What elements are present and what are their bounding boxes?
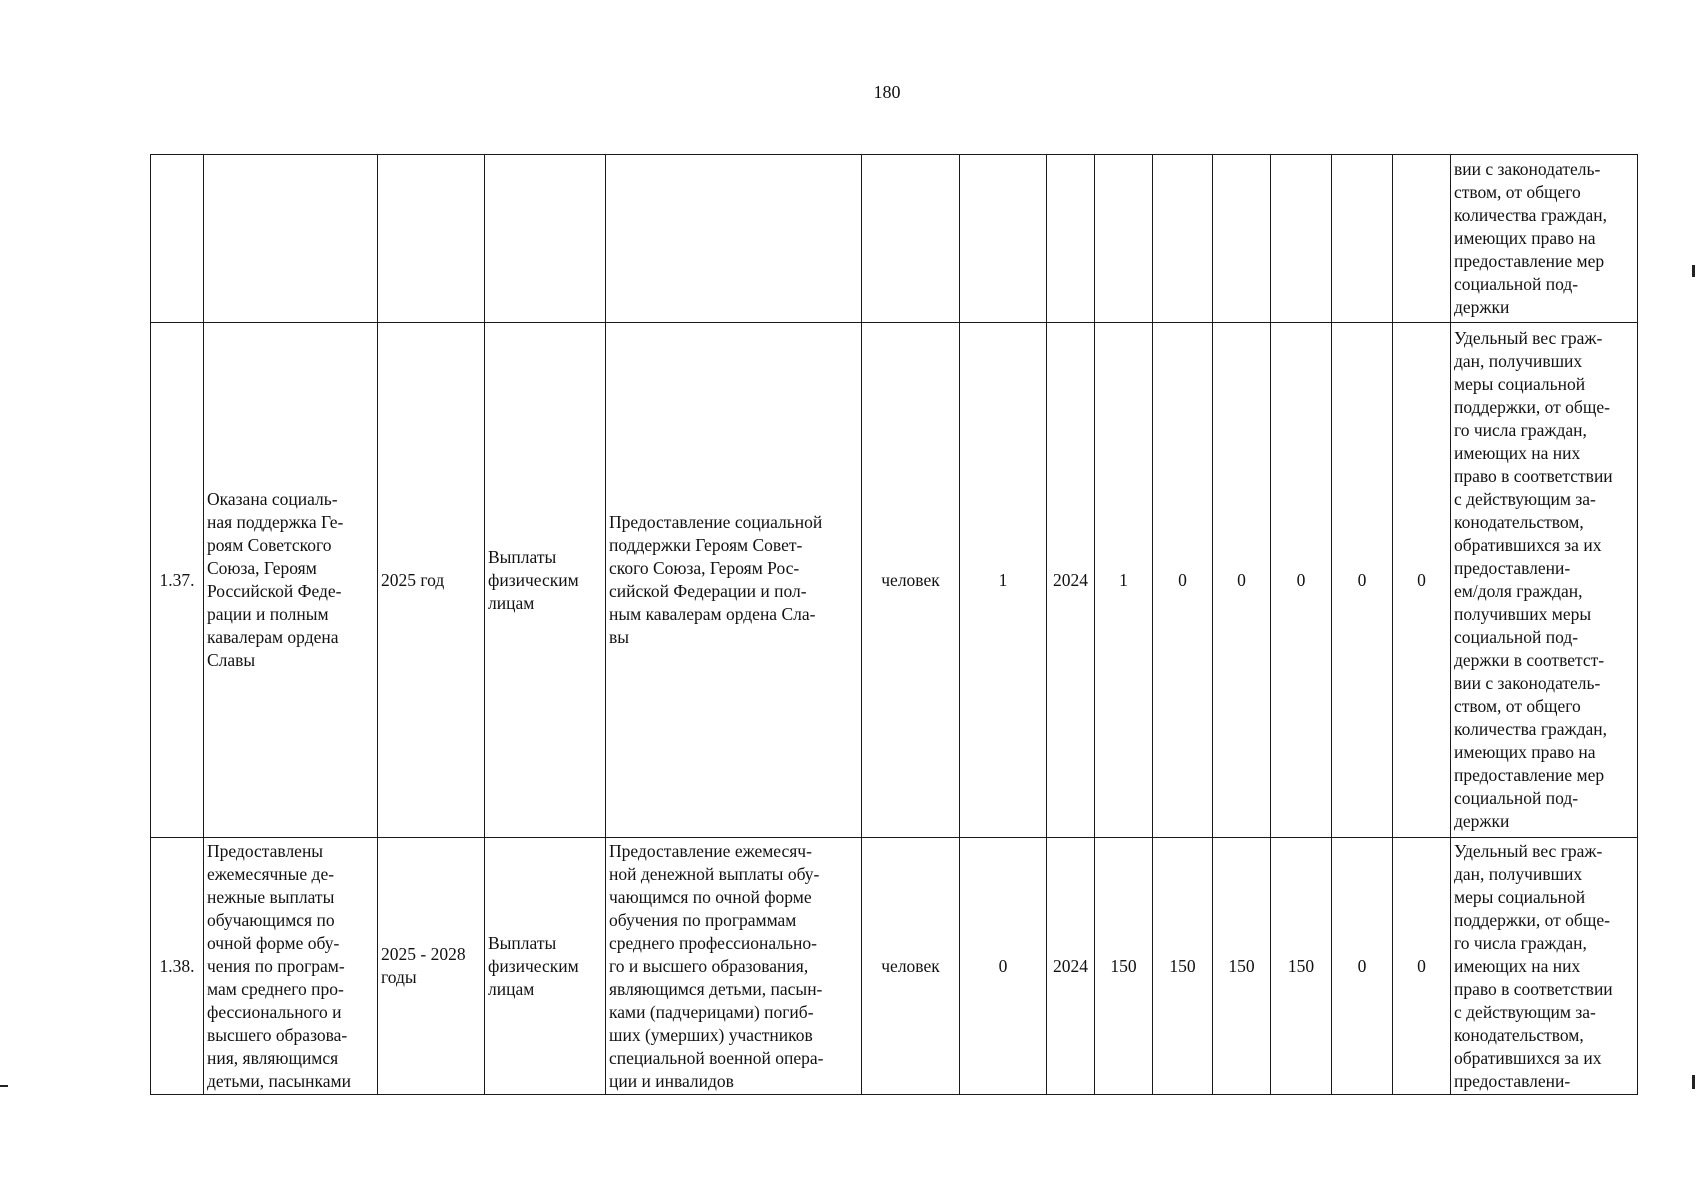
- indicator-cell: вии с законодатель- ством, от общего количества граждан, имеющих право на предоставление мер социальной под- держки: [1451, 155, 1638, 323]
- period-cell: [378, 155, 485, 323]
- table-row: [151, 155, 1638, 323]
- value-cell: 0: [1332, 323, 1393, 838]
- base-value-cell: 1: [960, 323, 1047, 838]
- value-cell: 150: [1271, 838, 1332, 1095]
- description-cell: Предоставление социальной поддержки Героям Совет- ского Союза, Героям Рос- сийской Федерации и пол- ным кавалерам ордена Сла- вы: [606, 323, 862, 838]
- type-cell: [485, 155, 606, 323]
- result-cell: Оказана социаль- ная поддержка Ге- роям Советского Союза, Героям Российской Феде- рации и полным кавалерам ордена Славы: [204, 323, 378, 838]
- value-cell: 150: [1213, 838, 1271, 1095]
- row-number-cell: 1.38.: [151, 838, 204, 1095]
- measures-table: [150, 154, 1638, 1095]
- value-cell: [1332, 155, 1393, 323]
- value-cell: 150: [1153, 838, 1213, 1095]
- value-cell: 150: [1095, 838, 1153, 1095]
- result-cell: [204, 155, 378, 323]
- value-cell: 0: [1393, 838, 1451, 1095]
- base-year-cell: 2024: [1047, 323, 1095, 838]
- base-value-cell: [960, 155, 1047, 323]
- scan-edge-mark: [1692, 1075, 1695, 1089]
- value-cell: [1393, 155, 1451, 323]
- base-year-cell: [1047, 155, 1095, 323]
- description-cell: [606, 155, 862, 323]
- indicator-cell: Удельный вес граж- дан, получивших меры социальной поддержки, от обще- го числа граждан, имеющих на них право в соответствии с действующим за- конодательством, обратившихся за их предоставлени-: [1451, 838, 1638, 1095]
- unit-cell: [862, 155, 960, 323]
- row-number-cell: [151, 155, 204, 323]
- value-cell: 1: [1095, 323, 1153, 838]
- period-cell: 2025 год: [378, 323, 485, 838]
- unit-cell: человек: [862, 323, 960, 838]
- scan-edge-mark: [0, 1085, 8, 1087]
- value-cell: [1153, 155, 1213, 323]
- indicator-cell: Удельный вес граж- дан, получивших меры социальной поддержки, от обще- го числа граждан, имеющих на них право в соответствии с действующим за- конодательством, обратившихся за их предоставлени- ем/доля граждан, получивших меры социальной под- держки в соответст- вии с законодатель- ством, от общего количества граждан, имеющих право на предоставление мер социальной под- держки: [1451, 323, 1638, 838]
- result-cell: Предоставлены ежемесячные де- нежные выплаты обучающимся по очной форме обу- чения по програм- мам среднего про- фессионального и высшего образова- ния, являющимся детьми, пасынками: [204, 838, 378, 1095]
- value-cell: [1213, 155, 1271, 323]
- table-row: [151, 838, 1638, 1095]
- base-value-cell: 0: [960, 838, 1047, 1095]
- type-cell: Выплаты физическим лицам: [485, 323, 606, 838]
- page-number: 180: [873, 82, 901, 102]
- scan-edge-mark: [1692, 265, 1695, 277]
- value-cell: [1095, 155, 1153, 323]
- table-row: [151, 323, 1638, 838]
- value-cell: 0: [1332, 838, 1393, 1095]
- base-year-cell: 2024: [1047, 838, 1095, 1095]
- description-cell: Предоставление ежемесяч- ной денежной выплаты обу- чающимся по очной форме обучения по программам среднего профессионально- го и высшего образования, являющимся детьми, пасын- ками (падчерицами) погиб- ших (умерших) участников специальной военной опера- ции и инвалидов: [606, 838, 862, 1095]
- type-cell: Выплаты физическим лицам: [485, 838, 606, 1095]
- period-cell: 2025 - 2028 годы: [378, 838, 485, 1095]
- unit-cell: человек: [862, 838, 960, 1095]
- row-number-cell: 1.37.: [151, 323, 204, 838]
- value-cell: 0: [1271, 323, 1332, 838]
- value-cell: 0: [1213, 323, 1271, 838]
- value-cell: [1271, 155, 1332, 323]
- value-cell: 0: [1153, 323, 1213, 838]
- value-cell: 0: [1393, 323, 1451, 838]
